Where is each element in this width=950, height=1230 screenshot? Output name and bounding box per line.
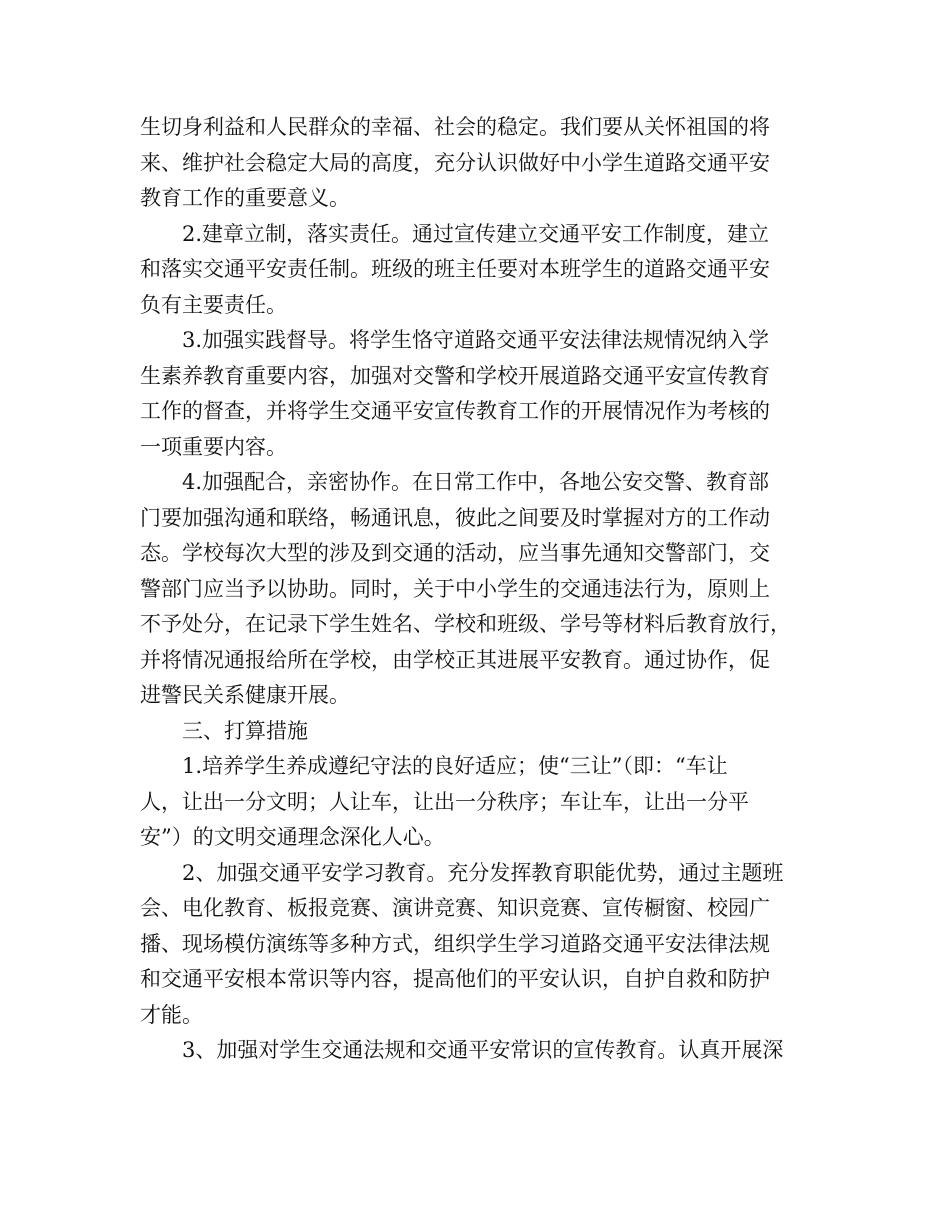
text-line: 2、加强交通平安学习教育。充分发挥教育职能优势，通过主题班 (182, 860, 784, 885)
text-line: 2.建章立制，落实责任。通过宣传建立交通平安工作制度，建立 (182, 221, 770, 246)
document-body (140, 110, 816, 1069)
text-line: 一项重要内容。 (140, 434, 287, 459)
text-line: 1.培养学生养成遵纪守法的良好适应；使“三让”（即：“车让 (182, 754, 728, 778)
text-line: 警部门应当予以协助。同时，关于中小学生的交通违法行为，原则上 (140, 576, 770, 601)
text-line: 人，让出一分文明；人让车，让出一分秩序；车让车，让出一分平 (140, 789, 749, 814)
text-line: 工作的督查，并将学生交通平安宣传教育工作的开展情况作为考核的 (140, 399, 770, 423)
text-line: 安”）的文明交通理念深化人心。 (140, 825, 445, 849)
text-line: 并将情况通报给所在学校，由学校正其进展平安教育。通过协作，促 (140, 647, 770, 672)
text-line: 生切身利益和人民群众的幸福、社会的稳定。我们要从关怀祖国的将 (140, 115, 770, 139)
text-line: 和落实交通平安责任制。班级的班主任要对本班学生的道路交通平安 (140, 257, 770, 281)
text-line: 3.加强实践督导。将学生恪守道路交通平安法律法规情况纳入学 (182, 328, 770, 352)
text-line: 来、维护社会稳定大局的高度，充分认识做好中小学生道路交通平安 (140, 150, 770, 175)
text-line: 负有主要责任。 (140, 292, 287, 317)
text-line: 进警民关系健康开展。 (140, 683, 350, 707)
text-line: 门要加强沟通和联络，畅通讯息，彼此之间要及时掌握对方的工作动 (140, 505, 770, 530)
text-line: 播、现场模仿演练等多种方式，组织学生学习道路交通平安法律法规 (140, 931, 770, 956)
text-line: 和交通平安根本常识等内容，提高他们的平安认识，自护自救和防护 (140, 967, 770, 991)
text-line: 教育工作的重要意义。 (140, 186, 350, 210)
text-line: 才能。 (140, 1002, 203, 1027)
text-line: 3、加强对学生交通法规和交通平安常识的宣传教育。认真开展深 (182, 1038, 784, 1062)
text-line: 三、打算措施 (182, 718, 308, 743)
text-line: 4.加强配合，亲密协作。在日常工作中，各地公安交警、教育部 (182, 470, 770, 494)
text-line: 态。学校每次大型的涉及到交通的活动，应当事先通知交警部门，交 (140, 541, 770, 565)
text-line: 不予处分，在记录下学生姓名、学校和班级、学号等材料后教育放行， (140, 612, 791, 636)
text-line: 生素养教育重要内容，加强对交警和学校开展道路交通平安宣传教育 (140, 363, 770, 388)
text-line: 会、电化教育、板报竞赛、演讲竞赛、知识竞赛、宣传橱窗、校园广 (140, 896, 770, 920)
